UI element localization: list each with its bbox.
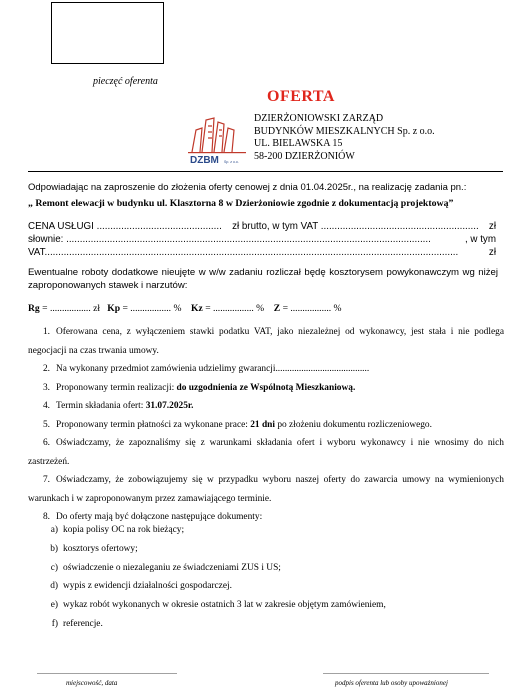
- place-date-label: miejscowość, data: [66, 679, 118, 687]
- item-number: 1.: [42, 327, 50, 337]
- documents-list: [28, 521, 386, 634]
- list-item: [28, 434, 504, 471]
- logo-building-2: [202, 118, 214, 152]
- list-item: [28, 360, 504, 379]
- item-text: Oświadczamy, że zapoznaliśmy się z warunkami składania ofert i wyboru wykonawcy i nie wnosimy do nich zastrzeżeń.: [28, 438, 504, 467]
- address-line: UL. BIELAWSKA 15: [254, 138, 343, 149]
- vat-amount: VAT........................................................................................................................................................: [28, 247, 459, 258]
- document-item: [28, 596, 386, 615]
- document-text: wypis z ewidencji działalności gospodarczej.: [63, 581, 232, 592]
- item-text-bold: 31.07.2025r.: [145, 401, 194, 411]
- item-number: 6.: [42, 438, 50, 448]
- document-letter: e): [50, 600, 58, 611]
- logo-subtext: Sp. z o.o.: [224, 160, 239, 164]
- document-letter: d): [50, 581, 58, 592]
- task-subject: „ Remont elewacji w budynku ul. Klasztorna 8 w Dzierżoniowie zgodnie z dokumentacją projektową”: [28, 198, 454, 209]
- item-text: Proponowany termin realizacji:: [56, 382, 177, 393]
- list-item: [28, 416, 504, 435]
- recipient-address: [254, 113, 435, 163]
- list-item: [28, 471, 504, 508]
- rate-z-label: Z: [273, 303, 281, 314]
- item-text: Oświadczamy, że zobowiązujemy się w przypadku wyboru naszej oferty do zawarcia umowy na wymienionych warunkach i w zaproponowanym przez zamawiającego terminie.: [28, 475, 504, 504]
- item-text: Na wykonany przedmiot zamówienia udzielimy gwarancji........................................: [56, 364, 370, 374]
- signature-label: podpis oferenta lub osoby upoważnionej: [335, 679, 448, 687]
- address-line: 58-200 DZIERŻONIÓW: [254, 150, 355, 162]
- logo-windows: [208, 126, 222, 138]
- item-text: po złożeniu dokumentu rozliczeniowego.: [274, 419, 432, 430]
- place-date-line: ......................................................................: [37, 667, 177, 676]
- logo-building-1: [192, 128, 202, 152]
- address-line: DZIERŻONIOWSKI ZARZĄD: [254, 113, 384, 124]
- item-number: 3.: [42, 382, 50, 393]
- document-text: kopia polisy OC na rok bieżący;: [63, 525, 185, 535]
- item-text: Oferowana cena, z wyłączeniem stawki podatku VAT, jako niezależnej od wykonawcy, jest stała i nie podlega negocjacji na czas trwania umowy.: [28, 327, 504, 356]
- price-words-tail: , w tym: [464, 234, 496, 245]
- dzbm-logo: [186, 112, 248, 168]
- logo-text: DZBM: [190, 155, 219, 166]
- rate-rg-label: Rg: [28, 303, 40, 314]
- address-line: BUDYNKÓW MIESZKALNYCH Sp. z o.o.: [254, 125, 435, 137]
- document-text: wykaz robót wykonanych w okresie ostatnich 3 lat w zakresie objętym zamówieniem,: [63, 600, 386, 611]
- logo-building-4: [224, 128, 234, 152]
- list-item: [28, 379, 504, 398]
- price-vat: zł brutto, w tym VAT ..........................................................: [232, 221, 479, 232]
- document-item: [28, 577, 386, 596]
- rate-kp-label: Kp: [107, 303, 121, 314]
- item-number: 5.: [42, 419, 50, 430]
- logo-building-3: [214, 122, 224, 152]
- item-number: 4.: [42, 401, 50, 411]
- document-item: [28, 615, 386, 634]
- document-title: OFERTA: [267, 88, 335, 105]
- document-text: oświadczenie o niezaleganiu ze świadczeniami ZUS i US;: [63, 562, 281, 573]
- rates-row: [28, 303, 342, 314]
- document-item: [28, 540, 386, 559]
- stamp-label: pieczęć oferenta: [93, 76, 158, 87]
- document-item: [28, 521, 386, 540]
- price-label: CENA USŁUGI ..............................................: [28, 221, 222, 232]
- signature-line: ...................................................................................: [323, 667, 489, 676]
- document-letter: c): [50, 562, 58, 573]
- list-item: [28, 397, 504, 416]
- rate-kz-label: Kz: [191, 303, 203, 314]
- document-item: [28, 559, 386, 578]
- item-number: 7.: [42, 475, 50, 485]
- document-letter: b): [50, 543, 58, 554]
- document-text: kosztorys ofertowy;: [63, 543, 138, 554]
- item-text: Proponowany termin płatności za wykonane prace:: [56, 419, 251, 430]
- header-divider: [28, 171, 503, 172]
- extra-works-text: Ewentualne roboty dodatkowe nieujęte w w/w zadaniu rozliczał będę kosztorysem powykonawczym wg niżej zaproponowanych stawek i narzutów:: [28, 267, 498, 291]
- stamp-box: [51, 2, 164, 64]
- document-text: referencje.: [63, 618, 103, 629]
- item-text-bold: 21 dni: [250, 419, 275, 430]
- item-number: 2.: [42, 364, 50, 374]
- price-currency: zł: [488, 221, 496, 232]
- price-row-1: [28, 220, 496, 233]
- vat-currency: zł: [488, 247, 496, 258]
- rate-z-value: = ................. %: [282, 303, 342, 314]
- item-text: Do oferty mają być dołączone następujące dokumenty:: [56, 512, 263, 522]
- conditions-list: [28, 323, 504, 527]
- document-letter: f): [51, 618, 58, 629]
- price-row-2: [28, 233, 496, 246]
- item-text-bold: do uzgodnienia ze Wspólnotą Mieszkaniową.: [176, 382, 356, 393]
- price-section: [28, 220, 496, 259]
- price-row-3: [28, 246, 496, 259]
- list-item: [28, 323, 504, 360]
- price-words: słownie: ......................................................................................................................................: [28, 234, 431, 245]
- item-number: 8.: [42, 512, 50, 522]
- intro-text: Odpowiadając na zaproszenie do złożenia oferty cenowej z dnia 01.04.2025r., na realizację zadania pn.:: [28, 182, 467, 193]
- logo-baseline: [188, 152, 246, 153]
- document-letter: a): [50, 525, 58, 535]
- rate-kz-value: = ................. %: [205, 303, 265, 314]
- item-text: Termin składania ofert:: [56, 401, 146, 411]
- rate-kp-value: = ................. %: [122, 303, 182, 314]
- rate-rg-value: = ................. zł: [42, 303, 101, 314]
